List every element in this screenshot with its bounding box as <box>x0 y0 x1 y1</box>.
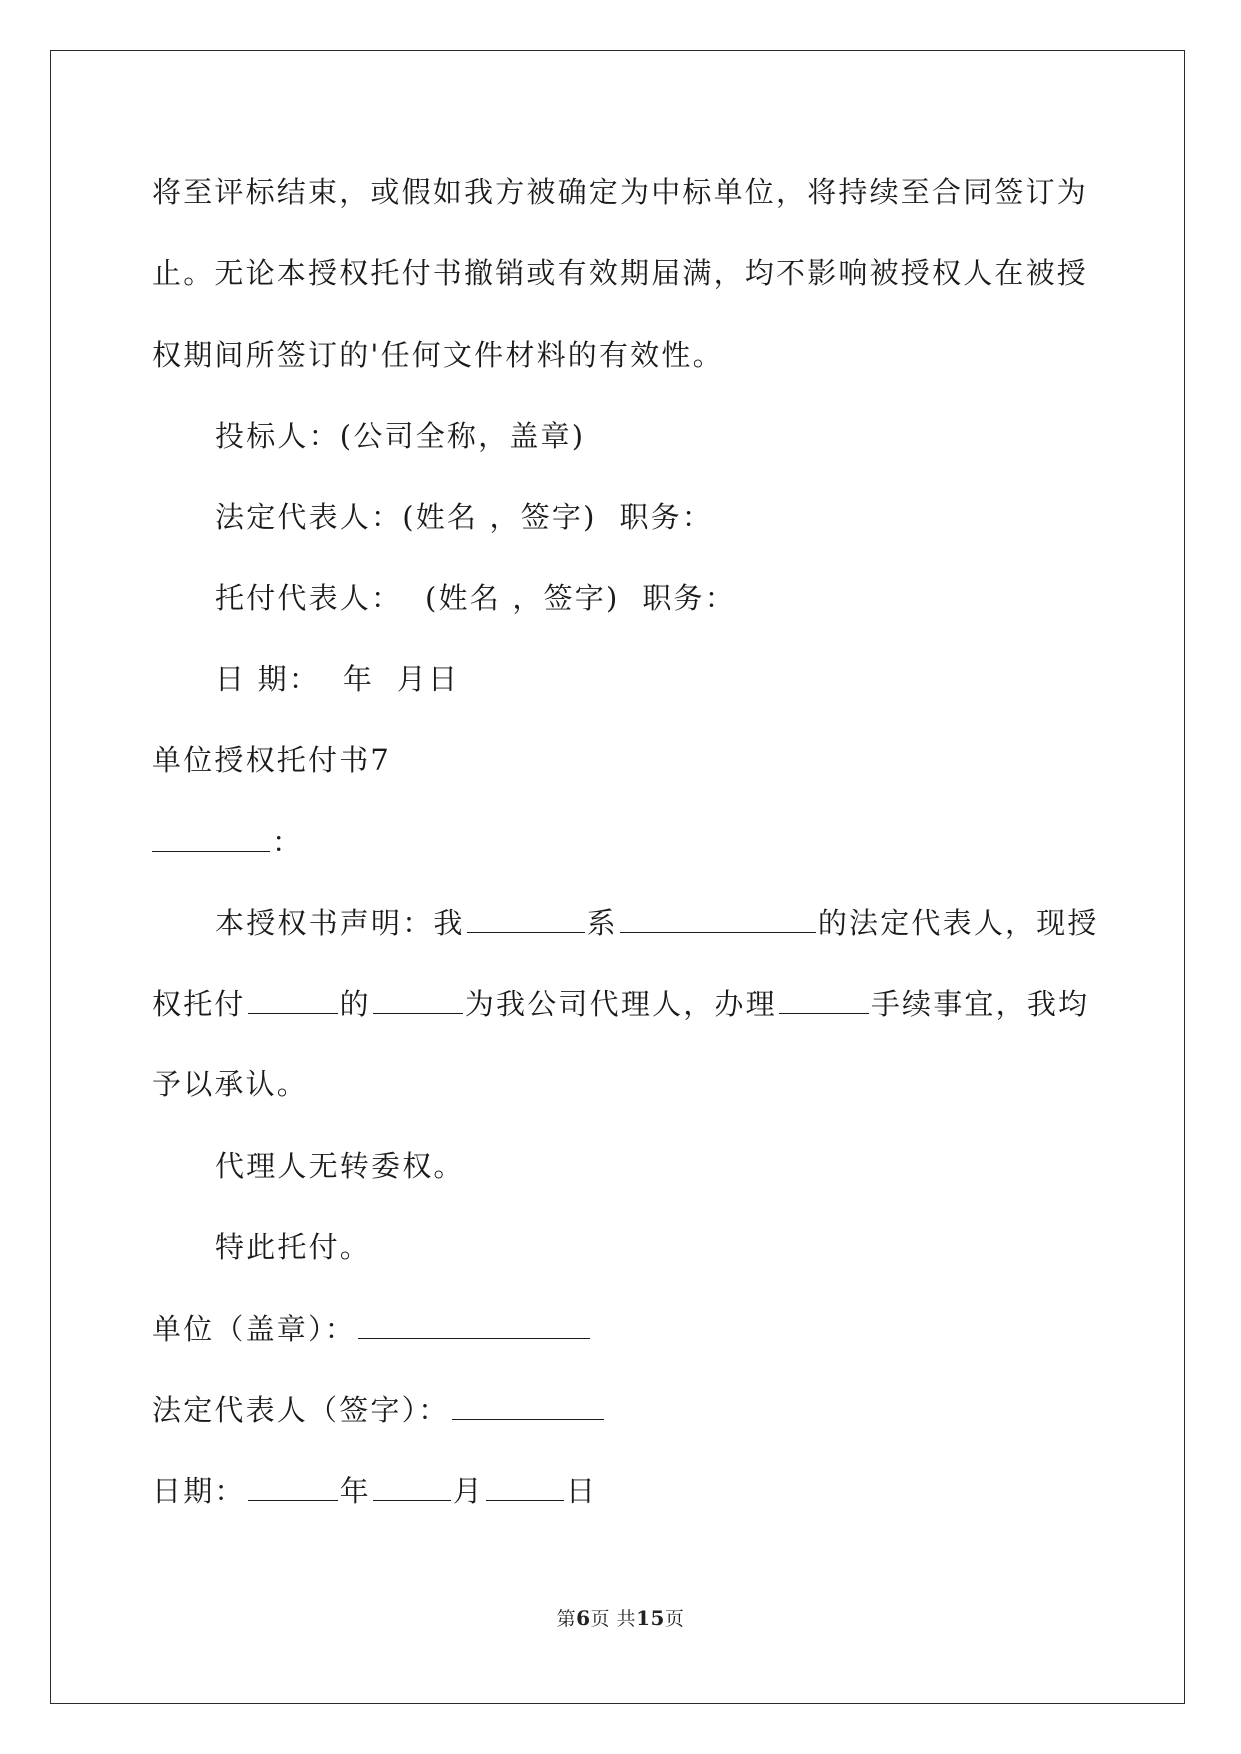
authorized-rep-line: 托付代表人： (姓名 ，签字) 职务： <box>215 581 736 615</box>
company-blank <box>620 902 816 933</box>
body-line-2: 止。无论本授权托付书撤销或有效期届满，均不影响被授权人在被授 <box>152 256 1089 290</box>
no-transfer-line: 代理人无转委权。 <box>215 1149 465 1183</box>
legal-sign-label: 法定代表人（签字）： <box>152 1393 450 1427</box>
auth-text-2: 的 <box>339 987 371 1021</box>
authorization-line <box>152 983 1089 1024</box>
section-title: 单位授权托付书7 <box>152 743 392 777</box>
footer-prefix: 第 <box>556 1608 577 1630</box>
decl-text-2: 系 <box>586 906 618 940</box>
salutation-line <box>152 821 303 862</box>
body-line-1: 将至评标结束，或假如我方被确定为中标单位，将持续至合同签订为 <box>152 175 1089 209</box>
day-blank <box>486 1470 564 1501</box>
addressee-blank <box>152 821 270 852</box>
year-label: 年 <box>339 1474 371 1508</box>
current-page-number: 6 <box>576 1606 591 1630</box>
footer-suffix: 页 <box>664 1608 685 1630</box>
date-label: 日期： <box>152 1474 246 1508</box>
month-label: 月 <box>452 1474 485 1508</box>
hereby-line: 特此托付。 <box>215 1230 372 1264</box>
footer-mid: 页 共 <box>590 1608 637 1630</box>
name-blank <box>467 902 585 933</box>
authorization-line-3: 予以承认。 <box>152 1067 309 1101</box>
legal-sign-blank <box>452 1389 604 1420</box>
unit-seal-blank <box>358 1308 590 1339</box>
page-border <box>50 50 1185 1704</box>
declaration-line <box>215 902 1099 943</box>
bidder-line: 投标人：(公司全称，盖章) <box>215 419 586 453</box>
decl-text-3: 的法定代表人，现授 <box>817 906 1099 940</box>
unit-seal-line <box>152 1308 592 1349</box>
page-number-footer <box>0 1606 1241 1631</box>
signing-date-line <box>152 1470 597 1511</box>
day-label: 日 <box>566 1474 598 1508</box>
legal-sign-line <box>152 1389 606 1430</box>
month-blank <box>373 1470 451 1501</box>
auth-text-4: 手续事宜，我均 <box>870 987 1090 1021</box>
agent-name-blank <box>373 983 463 1014</box>
entrusted-unit-blank <box>248 983 338 1014</box>
legal-rep-line: 法定代表人：(姓名 ，签字) 职务： <box>215 500 714 534</box>
salutation-colon: ： <box>272 825 304 859</box>
decl-text-1: 本授权书声明：我 <box>215 906 465 940</box>
auth-text-3: 为我公司代理人，办理 <box>464 987 777 1021</box>
body-line-3: 权期间所签订的'任何文件材料的有效性。 <box>152 338 724 372</box>
procedure-blank <box>779 983 869 1014</box>
total-page-number: 15 <box>636 1606 665 1630</box>
year-blank <box>248 1470 338 1501</box>
auth-text-1: 权托付 <box>152 987 246 1021</box>
date-line: 日 期： 年 月日 <box>215 662 460 696</box>
unit-seal-label: 单位（盖章）： <box>152 1312 356 1346</box>
